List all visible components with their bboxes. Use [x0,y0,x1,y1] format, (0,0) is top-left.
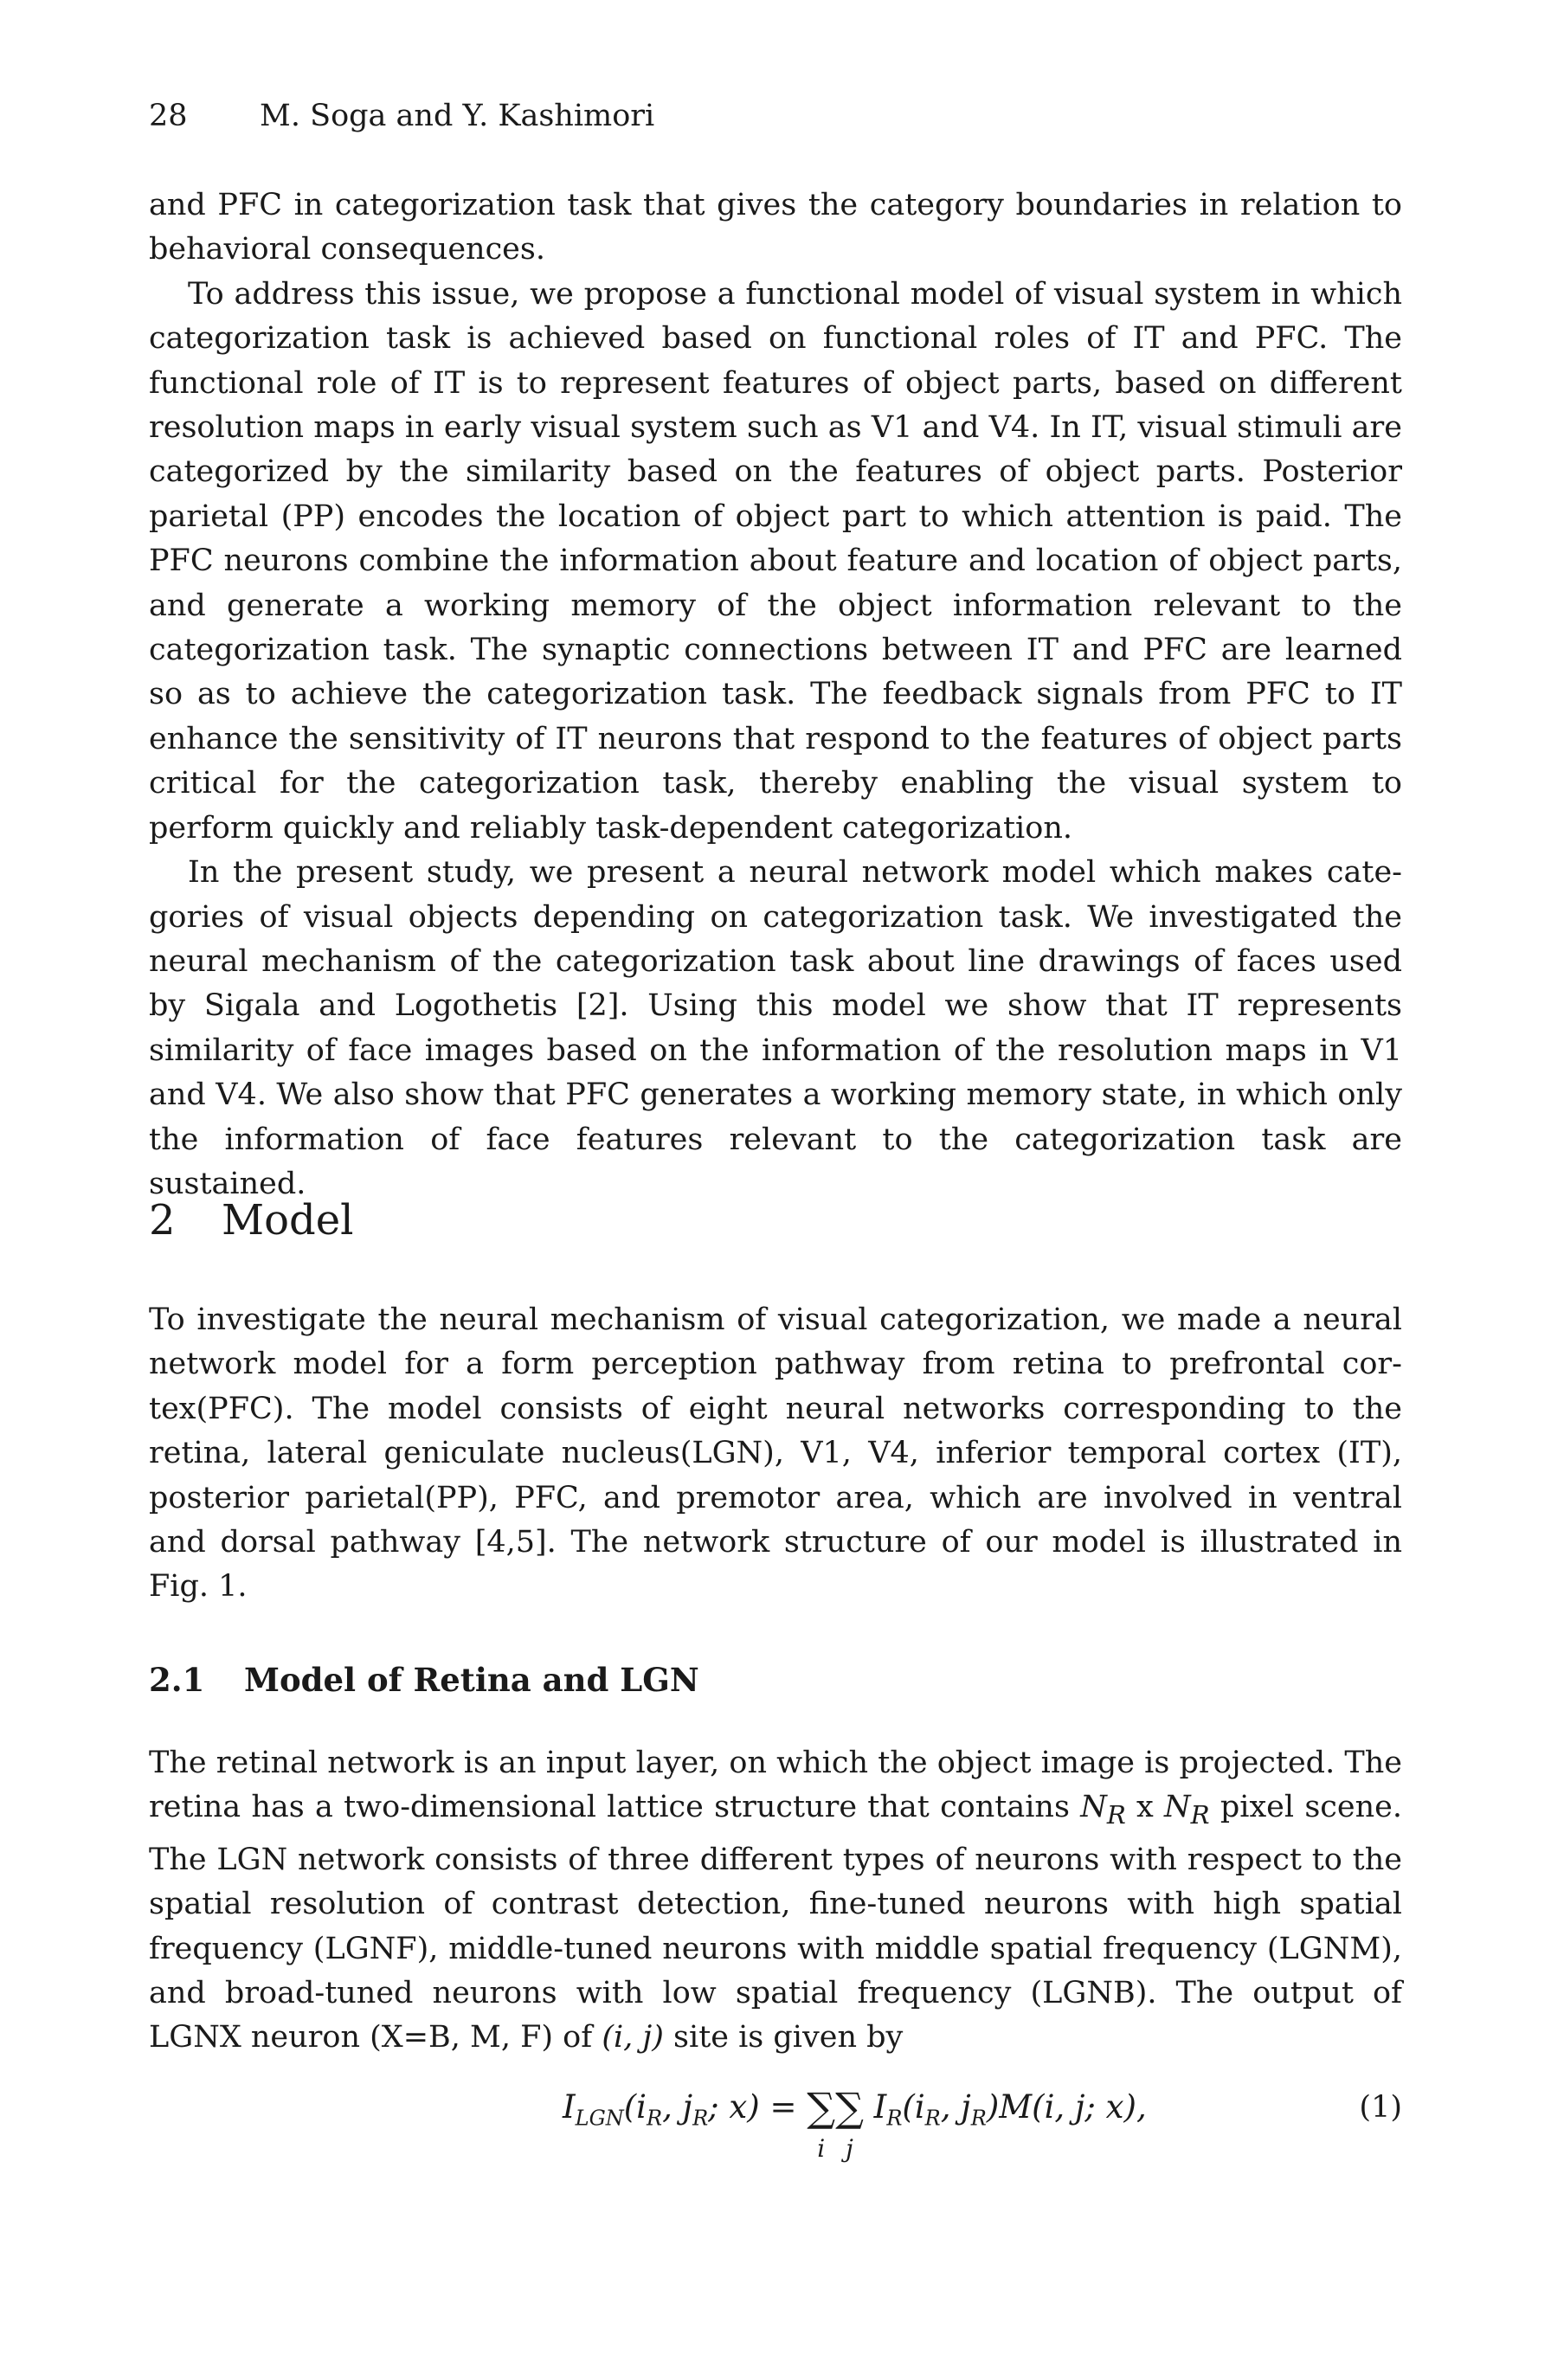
retina-lgn-text-block [149,1741,1402,2061]
running-head [149,93,654,138]
model-paragraph-1: To investigate the neural mechanism of visual categorization, we made a neural network model for a form perception pathway from retina to prefrontal cortex(PFC). The model consists of eight neural networks corresponding to the retina, lateral geniculate nucleus(LGN), V1, V4, inferior temporal cortex (IT), posterior parietal(PP), PFC, and premotor area, which are involved in ventral and dorsal pathway [4,5]. The network structure of our model is illustrated in Fig. 1. [149,1303,1402,1605]
equation-1 [149,2086,1402,2181]
eq-lhs-arg-i-subscript: R [647,2106,663,2131]
section-number: 2 [149,1196,176,1245]
eq-lhs-symbol: I [563,2088,576,2126]
intro-paragraph-1: and PFC in categorization task that gives the category boundaries in relation to behavioral consequences. [149,188,1402,267]
running-head-authors: M. Soga and Y. Kashimori [260,99,655,133]
section-heading-model [149,1194,354,1246]
math-nr-2-subscript: R [1190,1800,1210,1830]
math-nr-2 [1164,1790,1210,1830]
eq-lhs-arg-i: (i [623,2088,647,2126]
subsection-title: Model of Retina and LGN [244,1661,699,1699]
eq-sum-i [807,2084,836,2163]
eq-rhs-arg-j: , j [940,2088,971,2126]
sum-symbol-j: ∑ [835,2084,864,2131]
sum-index-j: j [846,2134,853,2163]
eq-rhs-subscript: R [886,2106,903,2131]
model-text-block [149,1298,1402,1610]
retina-lgn-paragraph-1 [149,1741,1402,2061]
intro-paragraph-3: In the present study, we present a neural network model which makes categories of visual objects depending on categorization task. We investigated the neural mechanism of the categorization task about line drawings of faces used by Sigala and Logothetis [2]. Using this model we show that IT represents similarity of face images based on the information of the resolution maps in V1 and V4. We also show that PFC generates a working memory state, in which only the information of face features relevant to the categorization task are sustained. [149,855,1402,1201]
sum-index-i: i [817,2134,826,2163]
intro-paragraph-2: To address this issue, we propose a functional model of visual system in which categorization task is achieved based on functional roles of IT and PFC. The functional role of IT is to represent features of object parts, based on different resolution maps in early visual system such as V1 and V4. In IT, visual stimuli are categorized by the similarity based on the features of object parts. Posterior parietal (PP) encodes the location of object part to which attention is paid. The PFC neurons combine the information about feature and location of object parts, and generate a working memory of the object information relevant to the categorization task. The synaptic connections between IT and PFC are learned so as to achieve the categorization task. The feedback signals from PFC to IT enhance the sensitivity of IT neurons that respond to the features of object parts critical for the categorization task, thereby enabling the visual system to perform quickly and reliably task-dependent categorization. [149,276,1402,846]
eq-lhs-arg-j-subscript: R [692,2106,709,2131]
sum-symbol-i: ∑ [807,2084,836,2131]
eq-lhs-end: ; x) = [708,2088,808,2126]
eq-lhs-arg-j: , j [662,2088,693,2126]
subsection-number: 2.1 [149,1661,205,1699]
eq-rhs-symbol: I [863,2088,887,2126]
page-number: 28 [149,99,188,133]
math-nr-2-symbol: N [1164,1790,1191,1825]
eq-sum-j [835,2084,864,2163]
eq-rhs-arg-i: (i [902,2088,925,2126]
math-ij-site: (i, j) [602,2020,664,2055]
equation-1-formula [563,2084,1147,2163]
retina-text-part-b: pixel scene. The LGN network consists of three different types of neurons with respect to the spatial resolution of contrast detection, fine-tuned neurons with high spatial frequency (LGNF), middle-tuned neurons with middle spatial frequency (LGNM), and broad-tuned neurons with low spatial frequency (LGNB). The output of LGNX neuron (X=B, M, F) of [149,1790,1402,2055]
math-nr-1 [1080,1790,1126,1830]
math-nr-1-symbol: N [1080,1790,1107,1825]
intro-text-block [149,183,1402,1206]
eq-rhs-arg-j-subscript: R [970,2106,987,2131]
equation-number: (1) [1359,2090,1402,2125]
section-title: Model [222,1196,354,1245]
retina-text-part-c: site is given by [663,2020,904,2055]
eq-rhs-arg-i-subscript: R [924,2106,941,2131]
subsection-heading-retina-lgn [149,1658,699,1701]
retina-text-part-a: The retinal network is an input layer, on which the object image is projected. The retina has a two-dimensional lattice structure that contains [149,1746,1402,1825]
retina-text-times: x [1125,1790,1165,1825]
eq-rhs-end: )M(i, j; x), [986,2088,1147,2126]
eq-lhs-subscript: LGN [575,2106,624,2131]
math-nr-1-subscript: R [1106,1800,1126,1830]
